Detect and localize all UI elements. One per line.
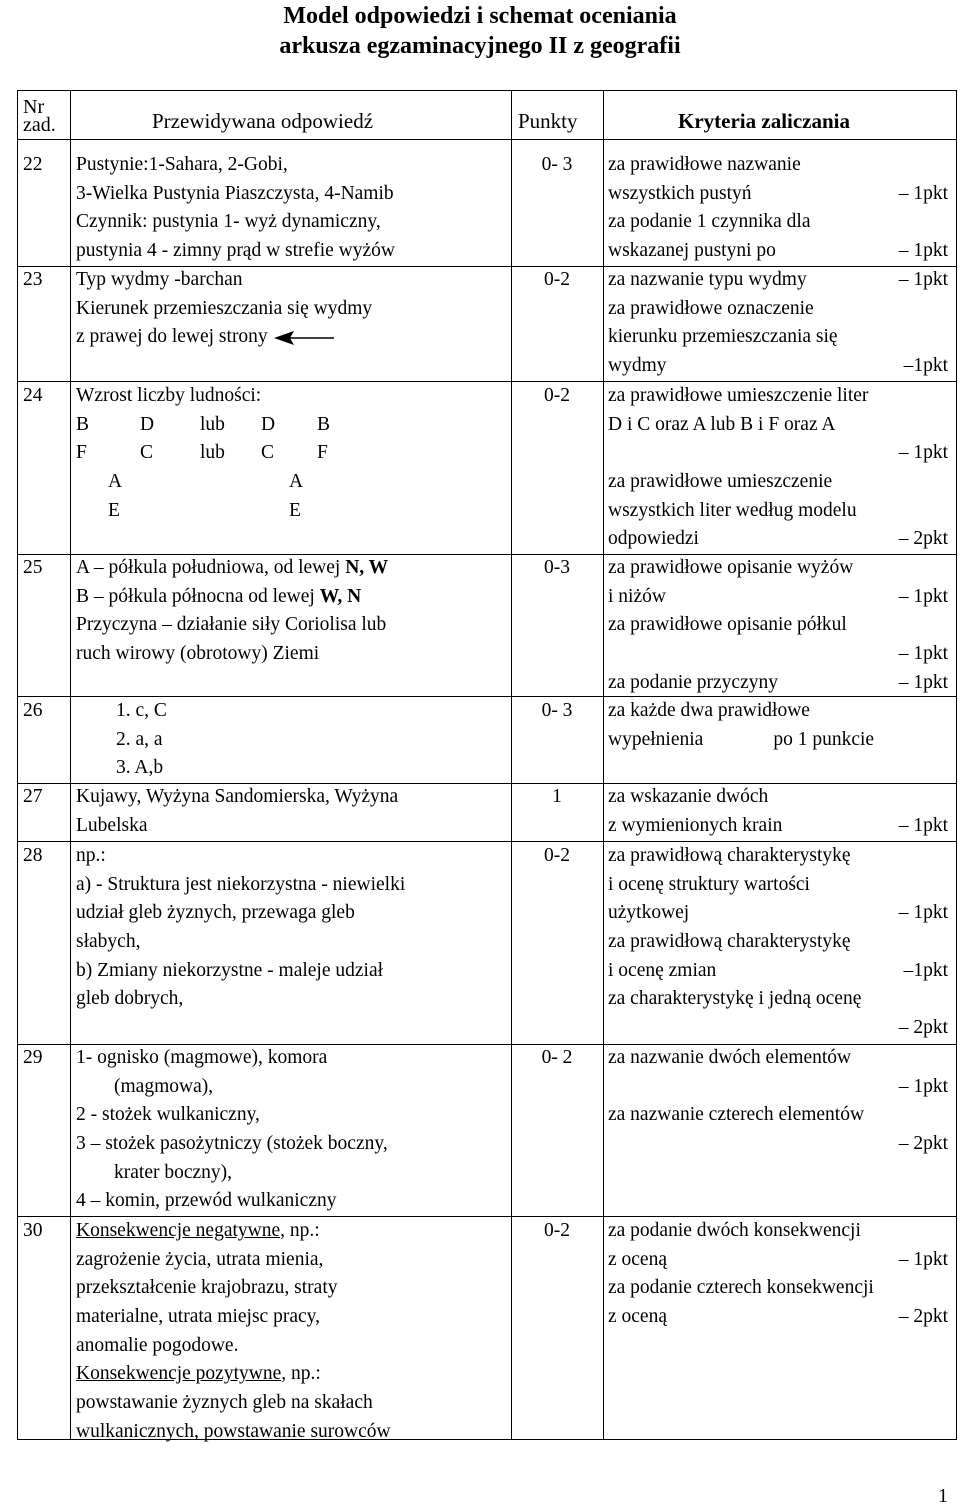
criteria-text: [608, 266, 948, 381]
points-value: 0-2: [544, 1220, 570, 1241]
criteria-line: [608, 899, 948, 928]
criteria-line: za prawidłowe umieszczenie liter: [608, 385, 869, 406]
criteria-text: [608, 151, 948, 266]
task-number: 22: [23, 154, 43, 175]
letter: A: [289, 471, 304, 493]
answer-line: 1. c, C: [116, 700, 167, 721]
criteria-line: [608, 726, 948, 755]
header-points: Punkty: [518, 109, 578, 133]
points-value: 0-2: [544, 269, 570, 290]
column-divider: [70, 91, 71, 1439]
answer-line: [76, 1217, 391, 1246]
letter: E: [289, 499, 301, 521]
header-zad: zad.: [23, 114, 56, 136]
criteria-score: –1pkt: [903, 959, 948, 981]
answer-line: Wzrost liczby ludności:: [76, 385, 262, 406]
answer-line: (magmowa),: [114, 1075, 214, 1097]
criteria-line: za podanie czterech konsekwencji: [608, 1277, 874, 1299]
letter: E: [108, 499, 120, 521]
criteria-line: za prawidłowe opisanie wyżów: [608, 557, 854, 578]
criteria-item: wypełnienia: [608, 728, 704, 750]
answer-line: Kierunek przemieszczania się wydmy: [76, 297, 373, 319]
criteria-line: [608, 180, 948, 209]
letter-separator: lub: [200, 442, 225, 464]
answer-fragment: , np.:: [280, 1220, 320, 1241]
answer-line: powstawanie żyznych gleb na skałach: [76, 1392, 373, 1414]
task-number: 27: [23, 786, 43, 807]
letter-separator: lub: [200, 413, 225, 435]
letter: B: [317, 413, 331, 435]
answer-emphasis: N, W: [345, 557, 389, 578]
criteria-score: – 1pkt: [898, 643, 948, 665]
letter: F: [76, 442, 87, 464]
letter: B: [76, 413, 90, 435]
answer-line: Przyczyna – działanie siły Coriolisa lub: [76, 614, 387, 636]
points-value: 0- 3: [541, 154, 573, 175]
criteria-text: [608, 1044, 948, 1159]
letter: C: [261, 442, 275, 464]
criteria-score: – 2pkt: [898, 1306, 948, 1328]
answer-line: udział gleb żyznych, przewaga gleb: [76, 902, 355, 924]
answer-line: pustynia 4 - zimny prąd w strefie wyżów: [76, 240, 395, 262]
answer-text: [116, 697, 167, 783]
criteria-score: – 2pkt: [898, 1017, 948, 1039]
document-title-line1: Model odpowiedzi i schemat oceniania: [283, 3, 677, 29]
criteria-score: – 1pkt: [898, 269, 948, 290]
page-number: 1: [938, 1485, 948, 1507]
answer-line: a) - Struktura jest niekorzystna - niewielki: [76, 873, 406, 895]
criteria-text: [608, 1217, 948, 1332]
answer-line: słabych,: [76, 931, 141, 953]
criteria-item: wszystkich pustyń: [608, 182, 752, 204]
answer-line: zagrożenie życia, utrata mienia,: [76, 1248, 324, 1270]
criteria-line: [608, 237, 948, 266]
criteria-text: [608, 554, 948, 697]
criteria-item: za podanie przyczyny: [608, 671, 778, 693]
criteria-score: – 2pkt: [898, 528, 948, 550]
answer-fragment: , np.:: [281, 1363, 321, 1385]
answer-emphasis: W, N: [319, 585, 362, 607]
answer-text: [76, 554, 388, 669]
answer-line: krater boczny),: [114, 1161, 233, 1183]
answer-line: wulkanicznych, powstawanie surowców: [76, 1420, 391, 1442]
document-title-line2: arkusza egzaminacyjnego II z geografii: [279, 33, 681, 59]
answer-text: [76, 1217, 391, 1447]
answer-line: 2. a, a: [116, 728, 163, 750]
criteria-line: za prawidłową charakterystykę: [608, 931, 851, 953]
task-number: 30: [23, 1220, 43, 1241]
answer-line: np.:: [76, 845, 106, 866]
criteria-line: za nazwanie czterech elementów: [608, 1104, 865, 1126]
criteria-score: – 1pkt: [898, 182, 948, 204]
criteria-line: za prawidłowe nazwanie: [608, 154, 801, 175]
criteria-line: za prawidłową charakterystykę: [608, 845, 851, 866]
criteria-score: – 1pkt: [898, 240, 948, 262]
answer-line: materialne, utrata miejsc pracy,: [76, 1306, 320, 1328]
criteria-line: [608, 812, 948, 841]
letter: D: [261, 413, 276, 435]
answer-text: [76, 1044, 388, 1216]
points-value: 1: [552, 786, 562, 807]
letter: F: [317, 442, 328, 464]
header-nr: Nr: [23, 96, 45, 118]
points-value: 0- 3: [541, 700, 573, 721]
criteria-line: za charakterystykę i jedną ocenę: [608, 988, 862, 1010]
answer-text: [76, 266, 372, 352]
letter-layout: [76, 411, 376, 526]
criteria-line: [608, 583, 948, 612]
criteria-line: [608, 1246, 948, 1275]
answer-heading: Konsekwencje negatywne: [76, 1220, 281, 1241]
criteria-line: za prawidłowe opisanie półkul: [608, 614, 847, 636]
criteria-line: za podanie 1 czynnika dla: [608, 211, 811, 233]
answer-text: [76, 783, 398, 840]
answer-line: Pustynie:1-Sahara, 2-Gobi,: [76, 154, 288, 175]
criteria-line: za wskazanie dwóch: [608, 786, 769, 807]
row-divider: [18, 139, 956, 140]
letter: D: [140, 413, 155, 435]
answer-line: [76, 554, 388, 583]
task-number: 24: [23, 385, 43, 406]
criteria-score: – 1pkt: [898, 902, 948, 924]
answer-text: [76, 151, 395, 266]
criteria-score: – 1pkt: [898, 1075, 948, 1097]
answer-line: gleb dobrych,: [76, 988, 184, 1010]
points-value: 0- 2: [541, 1047, 573, 1068]
criteria-line: za podanie dwóch konsekwencji: [608, 1220, 861, 1241]
criteria-item: i ocenę zmian: [608, 959, 717, 981]
answer-line: 3-Wielka Pustynia Piaszczysta, 4-Namib: [76, 182, 394, 204]
task-number: 29: [23, 1047, 43, 1068]
criteria-line: [608, 266, 948, 295]
criteria-line: za każde dwa prawidłowe: [608, 700, 810, 721]
task-number: 23: [23, 269, 43, 290]
answer-line: [76, 1360, 391, 1389]
answer-line: przekształcenie krajobrazu, straty: [76, 1277, 338, 1299]
criteria-item: użytkowej: [608, 902, 690, 924]
letter: C: [140, 442, 154, 464]
task-number: 25: [23, 557, 43, 578]
answer-heading: Konsekwencje pozytywne: [76, 1363, 282, 1385]
criteria-line: [608, 1303, 948, 1332]
criteria-line: za prawidłowe oznaczenie: [608, 297, 814, 319]
criteria-line: kierunku przemieszczania się: [608, 326, 838, 348]
criteria-item: z oceną: [608, 1248, 667, 1270]
answer-line: 1- ognisko (magmowe), komora: [76, 1047, 328, 1068]
answer-line: 2 - stożek wulkaniczny,: [76, 1104, 260, 1126]
answer-line: b) Zmiany niekorzystne - maleje udział: [76, 959, 384, 981]
criteria-score: – 1pkt: [898, 671, 948, 693]
points-value: 0-2: [544, 385, 570, 406]
criteria-item: z oceną: [608, 1306, 667, 1328]
criteria-text: [608, 697, 948, 754]
criteria-item: i niżów: [608, 585, 666, 607]
arrow-left-icon: [274, 330, 336, 346]
header-answer: Przewidywana odpowiedź: [152, 109, 374, 133]
criteria-score: –1pkt: [903, 355, 948, 377]
criteria-text: [608, 382, 948, 554]
criteria-score: – 2pkt: [898, 1133, 948, 1155]
answer-text: [76, 382, 261, 411]
criteria-score: – 1pkt: [898, 814, 948, 836]
answer-line: 4 – komin, przewód wulkaniczny: [76, 1190, 337, 1212]
points-value: 0-2: [544, 845, 570, 866]
answer-line: 3 – stożek pasożytniczy (stożek boczny,: [76, 1133, 388, 1155]
criteria-line: [608, 525, 948, 554]
answer-fragment: B – półkula północna od lewej: [76, 585, 320, 607]
answer-fragment: z prawej do lewej strony: [76, 326, 268, 348]
criteria-line: [608, 352, 948, 381]
criteria-line: i ocenę struktury wartości: [608, 873, 810, 895]
criteria-score: po 1 punkcie: [773, 728, 875, 750]
answer-line: anomalie pogodowe.: [76, 1334, 239, 1356]
criteria-line: [608, 957, 948, 986]
criteria-line: D i C oraz A lub B i F oraz A: [608, 413, 836, 435]
criteria-score: – 1pkt: [898, 1248, 948, 1270]
header-criteria: Kryteria zaliczania: [678, 109, 851, 133]
criteria-text: [608, 783, 948, 840]
letter: A: [108, 471, 123, 493]
answer-line: Lubelska: [76, 814, 148, 836]
answer-table: [17, 90, 957, 1440]
criteria-score: – 1pkt: [898, 442, 948, 464]
task-number: 28: [23, 845, 43, 866]
answer-line: [76, 583, 388, 612]
criteria-line: za nazwanie dwóch elementów: [608, 1047, 852, 1068]
answer-line: Czynnik: pustynia 1- wyż dynamiczny,: [76, 211, 381, 233]
answer-line: Kujawy, Wyżyna Sandomierska, Wyżyna: [76, 786, 399, 807]
answer-text: [76, 842, 405, 1014]
criteria-score: – 1pkt: [898, 585, 948, 607]
criteria-line: za prawidłowe umieszczenie: [608, 471, 833, 493]
criteria-text: [608, 842, 948, 1043]
answer-line: Typ wydmy -barchan: [76, 269, 243, 290]
criteria-line: [608, 669, 948, 698]
answer-line: ruch wirowy (obrotowy) Ziemi: [76, 643, 320, 665]
criteria-item: za nazwanie typu wydmy: [608, 269, 807, 290]
points-value: 0-3: [544, 557, 570, 578]
criteria-item: z wymienionych krain: [608, 814, 783, 836]
criteria-item: wskazanej pustyni po: [608, 240, 776, 262]
criteria-line: wszystkich liter według modelu: [608, 499, 857, 521]
criteria-item: wydmy: [608, 355, 667, 377]
answer-line: 3. A,b: [116, 757, 164, 779]
answer-line: [76, 323, 372, 352]
criteria-item: odpowiedzi: [608, 528, 699, 550]
task-number: 26: [23, 700, 43, 721]
answer-fragment: A – półkula południowa, od lewej: [76, 557, 346, 578]
